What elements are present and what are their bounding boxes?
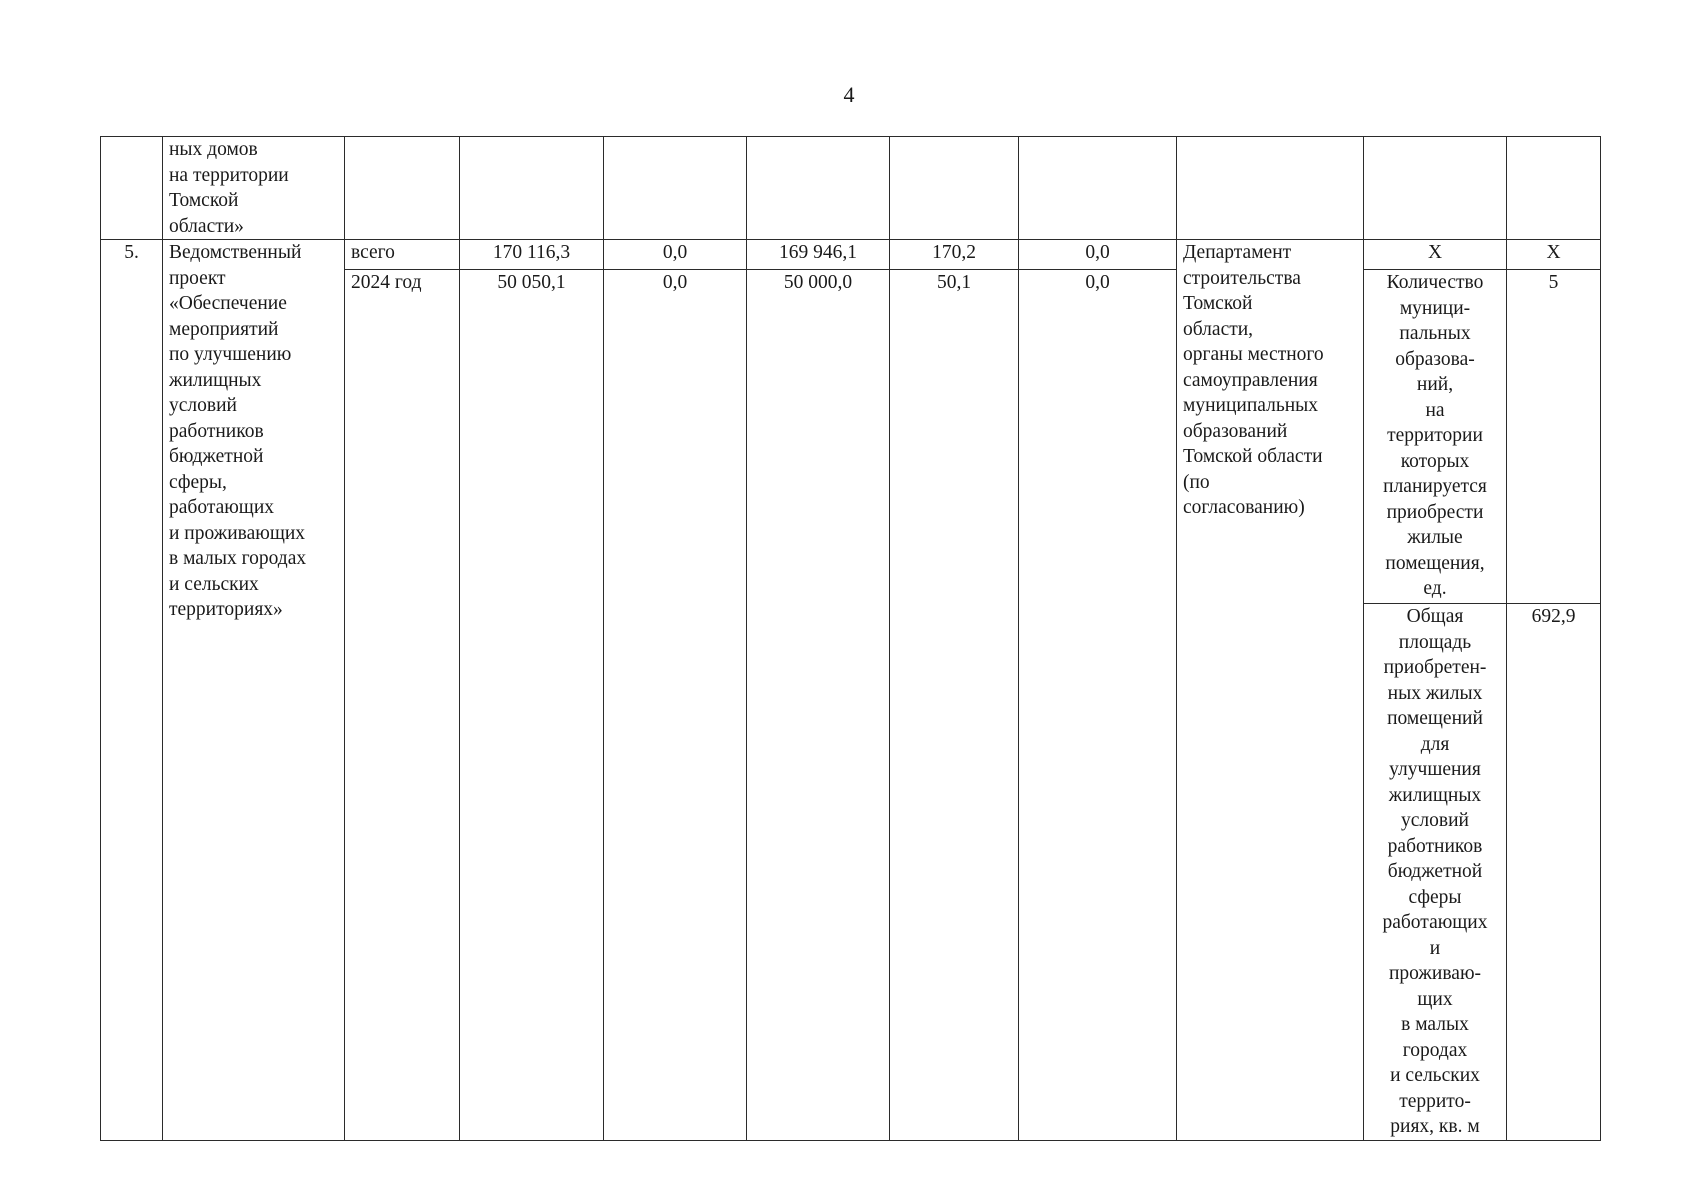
indicator-total-cell: Х (1364, 240, 1507, 270)
indicator-value-area: 692,9 (1507, 604, 1601, 1141)
total-value-cell: 170,2 (890, 240, 1019, 270)
cont-name-cell: ных домов на территории Томской области» (163, 137, 345, 240)
indicator-municipalities: Количество муници- пальных образова- ний, на территории которых планируется приобрести жилые помещения, ед. (1364, 270, 1507, 604)
total-value-cell: 169 946,1 (747, 240, 890, 270)
period-label-2024: 2024 год (345, 270, 460, 1141)
executor-cell: Департамент строительства Томской области, органы местного самоуправления муниципальных образований Томской области (по согласованию) (1177, 240, 1364, 1141)
year-value-cell: 0,0 (604, 270, 747, 1141)
indicator-value-municipalities: 5 (1507, 270, 1601, 604)
row5-total (101, 240, 1601, 270)
indicator-area: Общая площадь приобретен- ных жилых помещений для улучшения жилищных условий работников бюджетной сферы работающих и проживаю- щих в малых городах и сельских террито- риях, кв. м (1364, 604, 1507, 1141)
row-index: 5. (101, 240, 163, 1141)
period-label-total: всего (345, 240, 460, 270)
total-value-cell: 170 116,3 (460, 240, 604, 270)
project-name: Ведомственный проект «Обеспечение мероприятий по улучшению жилищных условий работников бюджетной сферы, работающих и проживающих в малых городах и сельских территориях» (163, 240, 345, 1141)
cont-cell (1177, 137, 1364, 240)
cont-cell (747, 137, 890, 240)
cont-index-cell (101, 137, 163, 240)
year-value-cell: 50 000,0 (747, 270, 890, 1141)
cont-cell (1019, 137, 1177, 240)
cont-cell (890, 137, 1019, 240)
cont-period-cell (345, 137, 460, 240)
value-total-cell: Х (1507, 240, 1601, 270)
cont-cell (460, 137, 604, 240)
total-value-cell: 0,0 (1019, 240, 1177, 270)
page-number: 4 (843, 82, 855, 107)
cont-cell (604, 137, 747, 240)
program-table (100, 136, 1601, 1141)
year-value-cell: 50,1 (890, 270, 1019, 1141)
continuation-row (101, 137, 1601, 240)
cont-cell (1507, 137, 1601, 240)
cont-cell (1364, 137, 1507, 240)
total-value-cell: 0,0 (604, 240, 747, 270)
year-value-cell: 0,0 (1019, 270, 1177, 1141)
year-value-cell: 50 050,1 (460, 270, 604, 1141)
